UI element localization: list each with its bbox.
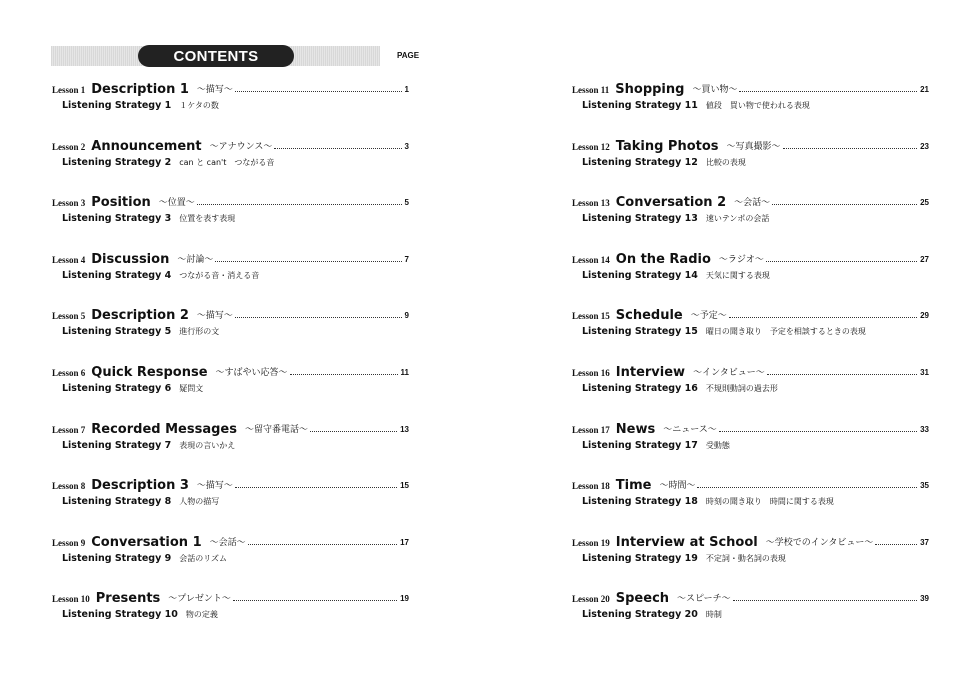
strategy-line: [62, 553, 227, 564]
strategy-label: Listening Strategy 11: [582, 100, 698, 111]
lesson-line: [52, 81, 409, 97]
dotted-leader: [235, 91, 402, 92]
lesson-number: Lesson 14: [572, 254, 610, 265]
contents-title: CONTENTS: [138, 45, 294, 67]
strategy-line: [582, 100, 810, 111]
lesson-line: [52, 590, 409, 606]
lesson-number: Lesson 16: [572, 368, 610, 378]
strategy-label: Listening Strategy 16: [582, 383, 698, 394]
strategy-label: Listening Strategy 6: [62, 383, 172, 394]
lesson-number: Lesson 2: [52, 141, 86, 152]
lesson-number: Lesson 7: [52, 424, 86, 435]
lesson-subtitle: ～会話～: [209, 537, 246, 548]
lesson-subtitle: ～学校でのインタビュー～: [765, 537, 874, 548]
strategy-label: Listening Strategy 9: [62, 552, 172, 564]
strategy-description: 不規則動詞の過去形: [705, 384, 778, 393]
strategy-description: 人物の描写: [179, 497, 220, 507]
lesson-subtitle: ～位置～: [158, 198, 195, 209]
toc-entry[interactable]: [572, 81, 929, 121]
lesson-line: [572, 138, 929, 154]
lesson-line: [52, 138, 409, 154]
page-number: 23: [920, 141, 929, 151]
lesson-line: [52, 534, 409, 550]
lesson-title: Discussion: [91, 251, 170, 267]
strategy-line: [62, 383, 203, 394]
strategy-line: [582, 270, 770, 281]
toc-entry[interactable]: [572, 364, 929, 404]
lesson-subtitle: ～会話～: [734, 198, 771, 209]
strategy-label: Listening Strategy 20: [582, 609, 698, 621]
page-number: 31: [920, 368, 929, 377]
lesson-subtitle: ～描写～: [196, 481, 233, 492]
toc-entry[interactable]: [572, 590, 929, 630]
dotted-leader: [783, 148, 918, 149]
page-number: 9: [404, 311, 409, 321]
lesson-number: Lesson 6: [52, 368, 86, 378]
lesson-number: Lesson 8: [52, 481, 86, 492]
strategy-line: [62, 270, 259, 281]
strategy-label: Listening Strategy 8: [62, 496, 172, 508]
lesson-line: [572, 194, 929, 210]
lesson-number: Lesson 1: [52, 85, 86, 95]
lesson-title: Quick Response: [91, 365, 208, 380]
toc-entry[interactable]: [572, 194, 929, 234]
strategy-line: [582, 326, 866, 337]
strategy-description: 会話のリズム: [179, 553, 228, 563]
page-number: 27: [920, 254, 929, 264]
lesson-title: Interview: [615, 365, 686, 380]
dotted-leader: [719, 431, 917, 432]
lesson-subtitle: ～時間～: [659, 481, 696, 492]
lesson-line: [572, 421, 929, 437]
dotted-leader: [274, 148, 401, 149]
strategy-line: [62, 609, 218, 620]
page-number: 39: [920, 594, 929, 604]
strategy-label: Listening Strategy 3: [62, 213, 172, 225]
page-number: 29: [920, 311, 929, 321]
lesson-line: [52, 421, 409, 437]
lesson-number: Lesson 13: [572, 198, 610, 209]
page-number: 33: [920, 424, 929, 434]
lesson-title: Shopping: [615, 82, 685, 97]
lesson-subtitle: ～ニュース～: [663, 424, 717, 435]
toc-entry[interactable]: [52, 81, 409, 121]
toc-entry[interactable]: [52, 307, 409, 347]
strategy-line: [582, 609, 722, 620]
strategy-label: Listening Strategy 17: [582, 439, 698, 451]
strategy-description: 不定詞・動名詞の表現: [705, 553, 786, 563]
lesson-title: Presents: [95, 591, 161, 607]
strategy-line: [62, 213, 235, 224]
strategy-description: 受動態: [705, 440, 730, 450]
strategy-label: Listening Strategy 13: [582, 213, 698, 225]
lesson-subtitle: ～予定～: [690, 311, 727, 322]
strategy-label: Listening Strategy 5: [62, 326, 172, 338]
page-number: 3: [404, 141, 409, 151]
strategy-description: 値段 買い物で使われる表現: [705, 101, 810, 110]
strategy-line: [582, 213, 769, 224]
lesson-title: Interview at School: [615, 534, 758, 550]
toc-entry[interactable]: [52, 421, 409, 461]
dotted-leader: [767, 374, 917, 375]
lesson-subtitle: ～プレゼント～: [168, 594, 231, 605]
lesson-line: [572, 534, 929, 550]
dotted-leader: [235, 317, 402, 318]
lesson-line: [572, 477, 929, 493]
page-number: 17: [400, 537, 409, 547]
strategy-line: [582, 157, 746, 168]
lesson-title: Description 1: [91, 82, 189, 97]
dotted-leader: [739, 91, 917, 92]
strategy-description: 時制: [705, 610, 722, 620]
strategy-description: 速いテンポの会話: [705, 214, 770, 224]
lesson-subtitle: ～ラジオ～: [718, 254, 764, 265]
dotted-leader: [733, 600, 917, 601]
toc-entry[interactable]: [572, 138, 929, 178]
dotted-leader: [772, 204, 917, 205]
strategy-line: [62, 157, 274, 168]
page-number: 37: [920, 537, 929, 547]
page-number: 7: [404, 254, 409, 264]
strategy-line: [62, 440, 235, 451]
lesson-line: [572, 590, 929, 606]
strategy-description: １ケタの数: [179, 101, 219, 110]
dotted-leader: [697, 487, 917, 488]
lesson-title: Description 2: [91, 308, 189, 324]
page-number: 1: [404, 85, 409, 94]
lesson-subtitle: ～留守番電話～: [244, 424, 308, 435]
lesson-subtitle: ～写真撮影～: [726, 141, 781, 152]
page-number: 35: [920, 481, 929, 491]
strategy-description: 曜日の聞き取り 予定を相談するときの表現: [705, 327, 866, 337]
strategy-label: Listening Strategy 15: [582, 326, 698, 338]
lesson-number: Lesson 12: [572, 141, 610, 152]
lesson-line: [52, 307, 409, 323]
lesson-title: On the Radio: [615, 251, 711, 267]
strategy-description: 疑問文: [179, 384, 204, 393]
lesson-line: [572, 251, 929, 267]
lesson-number: Lesson 5: [52, 311, 86, 322]
strategy-description: 位置を表す表現: [179, 214, 236, 224]
toc-entry[interactable]: [572, 534, 929, 574]
lesson-title: Conversation 2: [615, 195, 727, 211]
toc-entry[interactable]: [52, 364, 409, 404]
lesson-line: [572, 364, 929, 380]
lesson-subtitle: ～描写～: [196, 85, 233, 95]
toc-entry[interactable]: [52, 534, 409, 574]
lesson-number: Lesson 17: [572, 424, 610, 435]
dotted-leader: [310, 431, 397, 432]
dotted-leader: [235, 487, 397, 488]
strategy-label: Listening Strategy 7: [62, 439, 172, 451]
strategy-label: Listening Strategy 12: [582, 156, 698, 168]
strategy-description: 天気に関する表現: [705, 270, 770, 280]
page-number: 19: [400, 594, 409, 604]
toc-entry[interactable]: [52, 477, 409, 517]
lesson-line: [52, 194, 409, 210]
lesson-subtitle: ～すばやい応答～: [215, 368, 288, 378]
page-number: 15: [400, 481, 409, 491]
strategy-label: Listening Strategy 18: [582, 496, 698, 508]
lesson-subtitle: ～アナウンス～: [209, 141, 273, 152]
dotted-leader: [197, 204, 402, 205]
dotted-leader: [248, 544, 397, 545]
lesson-number: Lesson 10: [52, 594, 90, 605]
strategy-line: [62, 100, 219, 111]
strategy-line: [582, 553, 786, 564]
dotted-leader: [875, 544, 917, 545]
lesson-line: [572, 307, 929, 323]
strategy-line: [582, 440, 730, 451]
strategy-label: Listening Strategy 14: [582, 269, 698, 281]
lesson-title: News: [615, 421, 656, 437]
lesson-title: Conversation 1: [91, 534, 202, 550]
lesson-title: Taking Photos: [615, 138, 719, 154]
lesson-title: Schedule: [615, 308, 683, 324]
strategy-line: [582, 496, 834, 507]
toc-entry[interactable]: [572, 477, 929, 517]
strategy-label: Listening Strategy 10: [62, 609, 178, 621]
lesson-subtitle: ～スピーチ～: [677, 594, 731, 605]
page-number: 25: [920, 198, 929, 208]
lesson-title: Speech: [615, 591, 670, 607]
strategy-line: [62, 326, 219, 337]
toc-entry[interactable]: [52, 194, 409, 234]
lesson-number: Lesson 15: [572, 311, 610, 322]
lesson-title: Description 3: [91, 478, 189, 494]
strategy-description: 物の定義: [185, 610, 218, 620]
strategy-description: 比較の表現: [705, 157, 746, 167]
dotted-leader: [233, 600, 397, 601]
lesson-subtitle: ～インタビュー～: [693, 368, 765, 378]
dotted-leader: [215, 261, 401, 262]
strategy-description: can と can't つながる音: [179, 157, 275, 167]
toc-entry[interactable]: [52, 251, 409, 291]
lesson-number: Lesson 3: [52, 198, 86, 209]
lesson-line: [52, 477, 409, 493]
lesson-number: Lesson 9: [52, 537, 86, 548]
strategy-label: Listening Strategy 1: [62, 100, 172, 111]
strategy-description: 時刻の聞き取り 時間に関する表現: [705, 497, 834, 507]
dotted-leader: [290, 374, 398, 375]
strategy-description: 表現の言いかえ: [179, 440, 236, 450]
lesson-title: Time: [615, 478, 652, 494]
strategy-line: [62, 496, 219, 507]
strategy-label: Listening Strategy 19: [582, 552, 698, 564]
strategy-label: Listening Strategy 2: [62, 156, 172, 168]
lesson-title: Recorded Messages: [91, 421, 237, 437]
lesson-number: Lesson 11: [572, 85, 610, 95]
lesson-subtitle: ～討論～: [177, 254, 214, 265]
dotted-leader: [766, 261, 917, 262]
lesson-subtitle: ～描写～: [196, 311, 233, 322]
toc-entry[interactable]: [52, 590, 409, 630]
lesson-line: [572, 81, 929, 97]
lesson-line: [52, 251, 409, 267]
page-column-label: PAGE: [397, 51, 420, 60]
page-number: 5: [404, 198, 409, 208]
lesson-number: Lesson 19: [572, 537, 610, 548]
lesson-title: Announcement: [91, 138, 202, 154]
toc-entry[interactable]: [572, 251, 929, 291]
strategy-description: つながる音・消える音: [179, 270, 260, 280]
lesson-subtitle: ～買い物～: [692, 85, 738, 95]
toc-entry[interactable]: [52, 138, 409, 178]
page-number: 11: [400, 368, 409, 377]
dotted-leader: [729, 317, 917, 318]
toc-entry[interactable]: [572, 421, 929, 461]
toc-entry[interactable]: [572, 307, 929, 347]
lesson-line: [52, 364, 409, 380]
strategy-label: Listening Strategy 4: [62, 269, 172, 281]
strategy-line: [582, 383, 778, 394]
page-number: 13: [400, 424, 409, 434]
lesson-title: Position: [91, 195, 151, 211]
strategy-description: 進行形の文: [179, 327, 220, 337]
lesson-number: Lesson 4: [52, 254, 86, 265]
lesson-number: Lesson 20: [572, 594, 610, 605]
page-number: 21: [920, 85, 929, 94]
lesson-number: Lesson 18: [572, 481, 610, 492]
